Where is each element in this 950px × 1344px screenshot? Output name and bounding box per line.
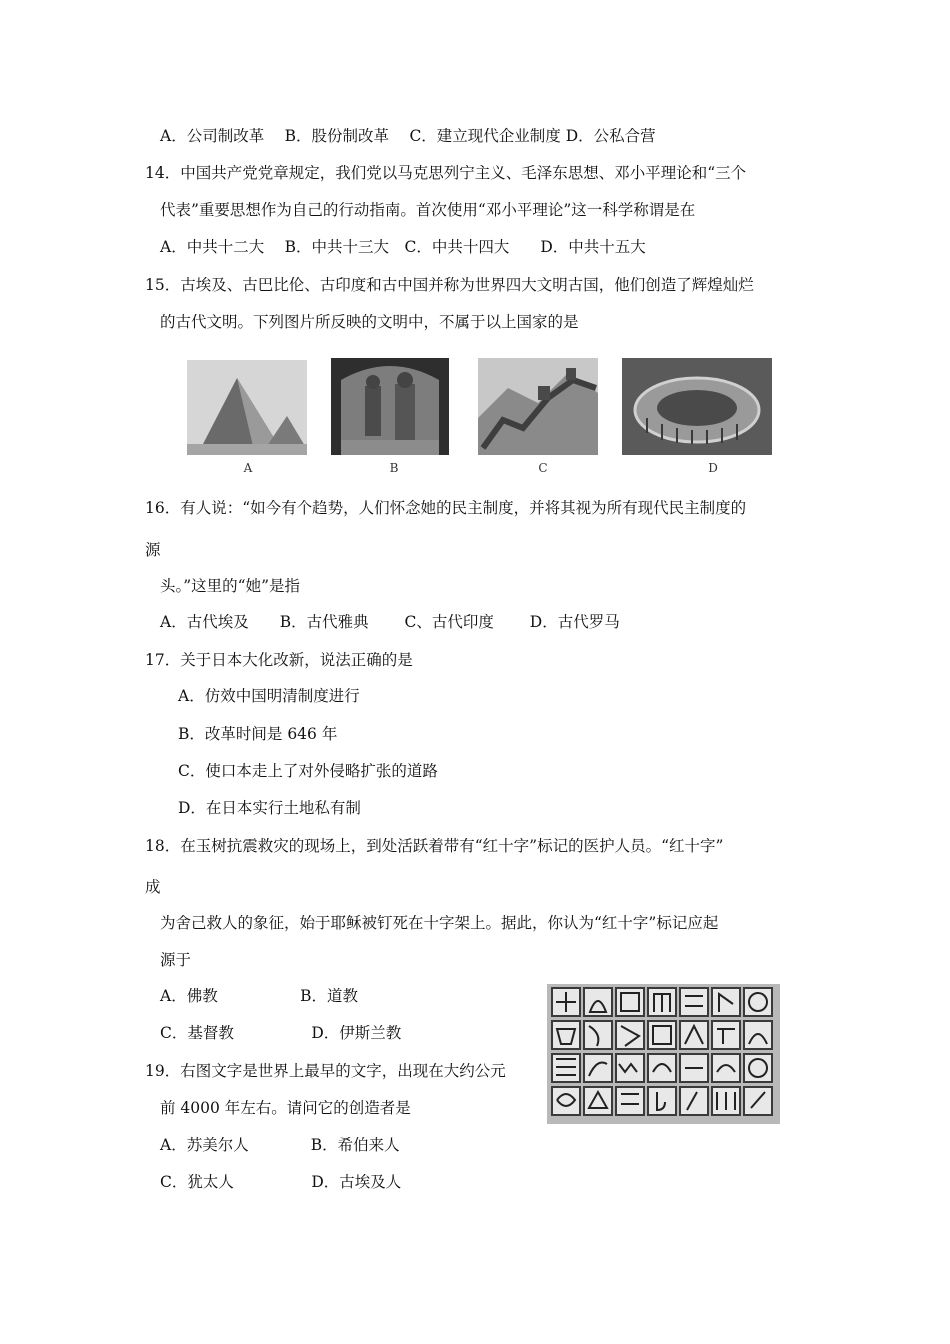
caption-c: C: [538, 461, 548, 475]
q16-options: A．古代埃及 B．古代雅典 C、古代印度 D．古代罗马: [160, 613, 620, 631]
q14-options: A．中共十二大 B．中共十三大 C．中共十四大 D．中共十五大: [160, 238, 646, 256]
q19-options-ab: A．苏美尔人 B．希伯来人: [160, 1136, 400, 1154]
stele-image: [331, 358, 449, 455]
q18-stem-line3: 为舍己救人的象征，始于耶稣被钉死在十字架上。据此，你认为“红十字”标记应起: [160, 914, 719, 932]
hieroglyphs-image: [547, 984, 780, 1124]
pyramid-image: [187, 360, 307, 455]
q18-stem-line2: 成: [145, 878, 161, 896]
q17-option-d: D．在日本实行土地私有制: [178, 799, 361, 817]
q15-stem-line2: 的古代文明。下列图片所反映的文明中，不属于以上国家的是: [160, 313, 579, 331]
q13-options: A．公司制改革 B．股份制改革 C．建立现代企业制度 D．公私合营: [160, 127, 656, 145]
great-wall-image: [478, 358, 598, 455]
caption-b: B: [389, 461, 399, 475]
q16-stem-line1: 16．有人说：“如今有个趋势，人们怀念她的民主制度，并将其视为所有现代民主制度的: [145, 499, 747, 517]
q17-option-b: B．改革时间是 646 年: [178, 725, 338, 743]
q18-stem-line4: 源于: [160, 951, 192, 969]
q17-stem: 17．关于日本大化改新，说法正确的是: [145, 651, 413, 669]
q15-stem-line1: 15．古埃及、古巴比伦、古印度和古中国并称为世界四大文明古国，他们创造了辉煌灿烂: [145, 276, 754, 294]
q18-options-ab: A．佛教 B．道教: [160, 987, 359, 1005]
q18-options-cd: C．基督教 D．伊斯兰教: [160, 1024, 402, 1042]
q18-stem-line1: 18．在玉树抗震救灾的现场上，到处活跃着带有“红十字”标记的医护人员。“红十字”: [145, 837, 724, 855]
q17-option-a: A．仿效中国明清制度进行: [178, 687, 360, 705]
q19-stem-line2: 前 4000 年左右。请问它的创造者是: [160, 1099, 411, 1117]
q14-stem-line1: 14．中国共产党党章规定，我们党以马克思列宁主义、毛泽东思想、邓小平理论和“三个: [145, 164, 747, 182]
q16-stem-line3: 头。”这里的“她”是指: [160, 577, 301, 595]
q19-options-cd: C．犹太人 D．古埃及人: [160, 1173, 402, 1191]
caption-d: D: [708, 461, 718, 475]
q17-option-c: C．使口本走上了对外侵略扩张的道路: [178, 762, 438, 780]
colosseum-image: [622, 358, 772, 455]
q19-stem-line1: 19．右图文字是世界上最早的文字，出现在大约公元: [145, 1062, 506, 1080]
q16-stem-line2: 源: [145, 541, 161, 559]
q14-stem-line2: 代表”重要思想作为自己的行动指南。首次使用“邓小平理论”这一科学称谓是在: [160, 201, 696, 219]
caption-a: A: [243, 461, 253, 475]
